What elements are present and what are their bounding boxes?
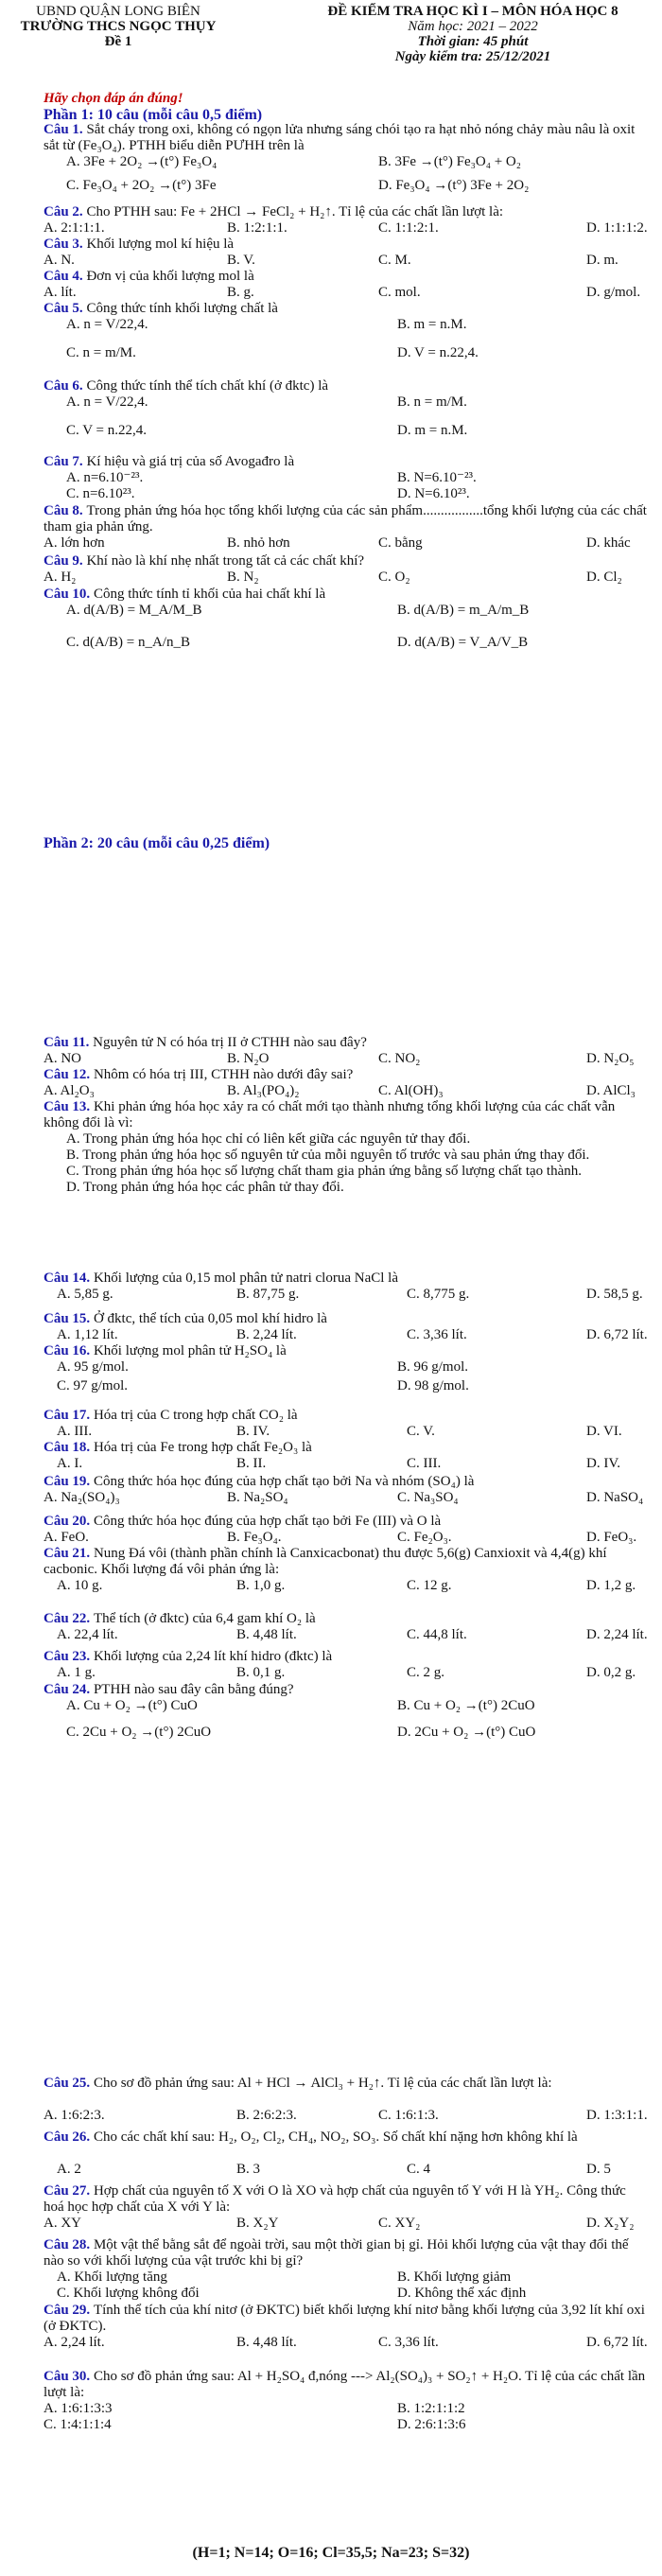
answer-option[interactable]: A. Na₂(SO₄)₃ xyxy=(44,1490,120,1505)
question-text: Khối lượng của 0,15 mol phân tử natri clorua NaCl là xyxy=(93,1270,398,1286)
answer-option[interactable]: A. 3Fe + 2O₂ →(t°) Fe₃O₄ xyxy=(66,154,218,169)
question-28 xyxy=(44,2237,649,2269)
question-number: Câu 19. xyxy=(44,1474,94,1489)
question-number: Câu 26. xyxy=(44,2129,94,2145)
question-text: Ở đktc, thể tích của 0,05 mol khí hidro là xyxy=(93,1311,327,1326)
answer-option[interactable]: D. 1,2 g. xyxy=(586,1578,636,1593)
question-25 xyxy=(44,2076,649,2092)
question-23 xyxy=(44,1649,649,1665)
answer-option[interactable]: A. XY xyxy=(44,2216,81,2231)
question-number: Câu 10. xyxy=(44,587,94,602)
answer-option[interactable]: A. n = V/22,4. xyxy=(66,394,148,410)
question-number: Câu 22. xyxy=(44,1611,94,1626)
answer-option[interactable]: D. AlCl₃ xyxy=(586,1083,636,1098)
answer-option[interactable]: D. Fe₃O₄ →(t°) 3Fe + 2O₂ xyxy=(378,178,530,193)
question-text: Hóa trị của Fe trong hợp chất Fe₂O₃ là xyxy=(93,1440,312,1455)
answer-option[interactable]: B. 87,75 g. xyxy=(236,1287,300,1302)
answer-option[interactable]: B. 0,1 g. xyxy=(236,1665,286,1680)
answer-option[interactable]: D. g/mol. xyxy=(586,285,641,300)
question-number: Câu 15. xyxy=(44,1311,94,1326)
question-12 xyxy=(44,1067,649,1083)
question-text: Nguyên tử N có hóa trị II ở CTHH nào sau đây? xyxy=(93,1035,367,1050)
answer-option[interactable]: A. 22,4 lít. xyxy=(57,1627,118,1642)
answer-option[interactable]: D. 58,5 g. xyxy=(586,1287,643,1302)
answer-option[interactable]: C. 97 g/mol. xyxy=(57,1378,129,1393)
question-text: Thể tích (ở đktc) của 6,4 gam khí O₂ là xyxy=(93,1611,316,1626)
answer-option[interactable]: A. Al₂O₃ xyxy=(44,1083,95,1098)
answer-option[interactable]: C. V. xyxy=(407,1424,435,1439)
answer-option[interactable]: A. lít. xyxy=(44,285,77,300)
question-number: Câu 7. xyxy=(44,454,87,469)
answer-option[interactable]: A. FeO. xyxy=(44,1530,89,1545)
question-number: Câu 21. xyxy=(44,1546,94,1561)
answer-option[interactable]: C. n=6.10²³. xyxy=(66,486,135,501)
answer-option[interactable]: D. VI. xyxy=(586,1424,622,1439)
answer-option[interactable]: A. 2:1:1:1. xyxy=(44,220,105,236)
question-29 xyxy=(44,2303,649,2335)
answer-option[interactable]: C. III. xyxy=(407,1456,442,1471)
question-number: Câu 28. xyxy=(44,2237,94,2252)
answer-option[interactable]: C. 2Cu + O₂ →(t°) 2CuO xyxy=(66,1725,212,1740)
answer-option[interactable]: A. Trong phản ứng hóa học chỉ có liên kết giữa các nguyên tử thay đổi. xyxy=(66,1131,471,1147)
question-number: Câu 18. xyxy=(44,1440,94,1455)
exam-title: ĐỀ KIỂM TRA HỌC KÌ I – MÔN HÓA HỌC 8 xyxy=(327,4,618,19)
answer-option[interactable]: D. N₂O₅ xyxy=(586,1051,635,1066)
answer-option[interactable]: D. 6,72 lít. xyxy=(586,2335,648,2350)
answer-option[interactable]: B. Cu + O₂ →(t°) 2CuO xyxy=(397,1698,535,1713)
answer-option[interactable]: D. d(A/B) = V_A/V_B xyxy=(397,635,529,650)
answer-option[interactable]: D. V = n.22,4. xyxy=(397,345,479,360)
question-number: Câu 3. xyxy=(44,237,87,252)
answer-option[interactable]: B. nhỏ hơn xyxy=(227,535,290,551)
duration: Thời gian: 45 phút xyxy=(417,34,529,49)
answer-option[interactable]: C. bằng xyxy=(378,535,423,551)
answer-option[interactable]: B. N₂O xyxy=(227,1051,270,1066)
answer-option[interactable]: B. 3 xyxy=(236,2162,261,2177)
question-14 xyxy=(44,1270,649,1287)
answer-option[interactable]: C. XY₂ xyxy=(378,2216,421,2231)
answer-option[interactable]: A. lớn hơn xyxy=(44,535,105,551)
question-text: Khi phản ứng hóa học xảy ra có chất mới tạo thành nhưng tổng khối lượng của các chất vẫn không đổi là vì: xyxy=(44,1099,616,1130)
question-number: Câu 4. xyxy=(44,269,87,284)
answer-option[interactable]: B. 96 g/mol. xyxy=(397,1359,469,1375)
answer-option[interactable]: C. Trong phản ứng hóa học số lượng chất tham gia phản ứng bằng số lượng chất tạo thành. xyxy=(66,1164,582,1179)
answer-option[interactable]: A. 1:6:1:3:3 xyxy=(44,2401,113,2416)
school-year: Năm học: 2021 – 2022 xyxy=(408,19,538,34)
question-text: Đơn vị của khối lượng mol là xyxy=(86,269,254,284)
answer-option[interactable]: D. 2,24 lít. xyxy=(586,1627,648,1642)
answer-option[interactable]: C. 8,775 g. xyxy=(407,1287,470,1302)
answer-option[interactable]: D. IV. xyxy=(586,1456,620,1471)
question-21 xyxy=(44,1546,649,1578)
question-text: Nhôm có hóa trị III, CTHH nào dưới đây sai? xyxy=(93,1067,354,1082)
question-number: Câu 30. xyxy=(44,2369,94,2384)
question-text: Khối lượng mol kí hiệu là xyxy=(86,237,235,252)
answer-option[interactable]: B. N₂ xyxy=(227,570,259,585)
question-text: Cho PTHH sau: Fe + 2HCl → FeCl₂ + H₂↑. Tỉ lệ của các chất lần lượt là: xyxy=(86,204,504,219)
question-10 xyxy=(44,587,649,603)
question-text: Nung Đá vôi (thành phần chính là Canxicacbonat) thu được 5,6(g) Canxioxit và 4,4(g) khí cacbonic. Khối lượng đá vôi phản ứng là: xyxy=(44,1546,607,1577)
question-number: Câu 8. xyxy=(44,503,87,518)
question-text: Công thức tính tỉ khối của hai chất khí là xyxy=(93,587,326,602)
question-1 xyxy=(44,122,649,154)
question-27 xyxy=(44,2183,649,2216)
answer-option[interactable]: A. III. xyxy=(57,1424,93,1439)
question-number: Câu 14. xyxy=(44,1270,94,1286)
question-number: Câu 16. xyxy=(44,1343,94,1358)
exam-header xyxy=(284,4,662,64)
answer-option[interactable]: D. FeO₃. xyxy=(586,1530,637,1545)
answer-option[interactable]: C. Fe₂O₃. xyxy=(397,1530,452,1545)
question-26 xyxy=(44,2129,649,2146)
answer-option[interactable]: A. n = V/22,4. xyxy=(66,317,148,332)
answer-option[interactable]: A. 95 g/mol. xyxy=(57,1359,129,1375)
atomic-masses: (H=1; N=14; O=16; Cl=35,5; Na=23; S=32) xyxy=(192,2545,470,2561)
question-13 xyxy=(44,1099,649,1131)
school-name: TRƯỜNG THCS NGỌC THỤY xyxy=(20,19,217,34)
answer-option[interactable]: B. IV. xyxy=(236,1424,270,1439)
answer-option[interactable]: A. H₂ xyxy=(44,570,77,585)
answer-option[interactable]: D. 6,72 lít. xyxy=(586,1327,648,1342)
answer-option[interactable]: D. X₂Y₂ xyxy=(586,2216,635,2231)
question-8 xyxy=(44,503,649,535)
answer-option[interactable]: C. 4 xyxy=(407,2162,431,2177)
question-number: Câu 20. xyxy=(44,1514,94,1529)
answer-option[interactable]: D. khác xyxy=(586,535,631,551)
question-text: Khối lượng mol phân tử H₂SO₄ là xyxy=(93,1343,287,1358)
question-number: Câu 25. xyxy=(44,2076,94,2091)
question-9 xyxy=(44,553,649,570)
answer-option[interactable]: A. N. xyxy=(44,253,75,268)
question-number: Câu 13. xyxy=(44,1099,94,1114)
answer-option[interactable]: D. N=6.10²³. xyxy=(397,486,470,501)
question-number: Câu 1. xyxy=(44,122,87,137)
question-17 xyxy=(44,1408,649,1424)
answer-option[interactable]: C. 1:6:1:3. xyxy=(378,2108,439,2123)
question-7 xyxy=(44,454,649,470)
answer-option[interactable]: D. 2:6:1:3:6 xyxy=(397,2417,466,2432)
question-text: Một vật thể bằng sắt để ngoài trời, sau một thời gian bị gỉ. Hỏi khối lượng của vật thay đổi thế nào so với khối lượng của vật trước khi bị gỉ? xyxy=(44,2237,629,2269)
exam-code: Đề 1 xyxy=(104,34,132,49)
answer-option[interactable]: C. 12 g. xyxy=(407,1578,452,1593)
answer-option[interactable]: B. V. xyxy=(227,253,255,268)
answer-option[interactable]: D. 1:1:1:2. xyxy=(586,220,648,236)
answer-option[interactable]: C. 3,36 lít. xyxy=(407,1327,467,1342)
question-text: Tính thể tích của khí nitơ (ở ĐKTC) biết khối lượng khí nitơ bằng khối lượng của 3,92 lít khí oxi (ở ĐKTC). xyxy=(44,2303,645,2334)
answer-option[interactable]: C. 3,36 lít. xyxy=(378,2335,439,2350)
answer-option[interactable]: C. M. xyxy=(378,253,411,268)
part-1-title: Phần 1: 10 câu (mỗi câu 0,5 điểm) xyxy=(44,107,263,123)
answer-option[interactable]: B. Khối lượng giảm xyxy=(397,2269,512,2285)
answer-option[interactable]: A. 1:6:2:3. xyxy=(44,2108,105,2123)
question-text: Hợp chất của nguyên tố X với O là XO và hợp chất của nguyên tố Y với H là YH₂. Công thức hoá học hợp chất của X với Y là: xyxy=(44,2183,626,2215)
question-number: Câu 17. xyxy=(44,1408,94,1423)
answer-option[interactable]: C. 2 g. xyxy=(407,1665,445,1680)
answer-option[interactable]: C. 1:1:2:1. xyxy=(378,220,439,236)
exam-date: Ngày kiểm tra: 25/12/2021 xyxy=(394,49,551,64)
answer-option[interactable]: A. I. xyxy=(57,1456,83,1471)
question-text: Công thức hóa học đúng của hợp chất tạo bởi Na và nhóm (SO₄) là xyxy=(93,1474,475,1489)
question-20 xyxy=(44,1514,649,1530)
answer-option[interactable]: B. m = n.M. xyxy=(397,317,467,332)
answer-option[interactable]: D. m. xyxy=(586,253,618,268)
instruction: Hãy chọn đáp án đúng! xyxy=(44,91,183,106)
answer-option[interactable]: C. Fe₃O₄ + 2O₂ →(t°) 3Fe xyxy=(66,178,217,193)
question-text: Cho các chất khí sau: H₂, O₂, Cl₂, CH₄, NO₂, SO₃. Số chất khí nặng hơn không khí là xyxy=(93,2129,578,2145)
question-18 xyxy=(44,1440,649,1456)
answer-option[interactable]: A. Khối lượng tăng xyxy=(57,2269,167,2285)
question-number: Câu 2. xyxy=(44,204,87,219)
answer-option[interactable]: C. NO₂ xyxy=(378,1051,421,1066)
answer-option[interactable]: A. Cu + O₂ →(t°) CuO xyxy=(66,1698,198,1713)
answer-option[interactable]: B. 4,48 lít. xyxy=(236,2335,297,2350)
answer-option[interactable]: B. 2:6:2:3. xyxy=(236,2108,297,2123)
question-number: Câu 6. xyxy=(44,378,87,394)
answer-option[interactable]: C. Na₃SO₄ xyxy=(397,1490,459,1505)
question-text: Công thức hóa học đúng của hợp chất tạo bởi Fe (III) và O là xyxy=(93,1514,442,1529)
question-number: Câu 23. xyxy=(44,1649,94,1664)
question-text: Sắt cháy trong oxi, không có ngọn lửa nhưng sáng chói tạo ra hạt nhỏ nóng chảy màu nâu là oxit sắt từ (Fe₃O₄). PTHH biểu diễn PƯHH trên là xyxy=(44,122,636,153)
answer-option[interactable]: C. 44,8 lít. xyxy=(407,1627,467,1642)
answer-option[interactable]: C. 1:4:1:1:4 xyxy=(44,2417,112,2432)
question-text: PTHH nào sau đây cân bằng đúng? xyxy=(93,1682,294,1697)
answer-option[interactable]: D. 5 xyxy=(586,2162,611,2177)
question-19 xyxy=(44,1474,649,1490)
question-number: Câu 5. xyxy=(44,301,87,316)
answer-option[interactable]: C. Al(OH)₃ xyxy=(378,1083,444,1098)
question-number: Câu 12. xyxy=(44,1067,94,1082)
answer-option[interactable]: D. m = n.M. xyxy=(397,423,468,438)
question-text: Công thức tính thể tích chất khí (ở đktc) là xyxy=(86,378,329,394)
answer-option[interactable]: A. 5,85 g. xyxy=(57,1287,113,1302)
question-text: Khối lượng của 2,24 lít khí hidro (đktc) là xyxy=(93,1649,333,1664)
question-number: Câu 29. xyxy=(44,2303,94,2318)
answer-option[interactable]: B. Al₃(PO₄)₂ xyxy=(227,1083,300,1098)
answer-option[interactable]: A. 2,24 lít. xyxy=(44,2335,105,2350)
question-text: Cho sơ đồ phản ứng sau: Al + HCl → AlCl₃ + H₂↑. Tỉ lệ của các chất lần lượt là: xyxy=(93,2076,552,2091)
answer-option[interactable]: D. 1:3:1:1. xyxy=(586,2108,648,2123)
school-header xyxy=(0,4,236,49)
answer-option[interactable]: B. n = m/M. xyxy=(397,394,467,410)
question-2 xyxy=(44,204,649,220)
question-text: Cho sơ đồ phản ứng sau: Al + H₂SO₄ đ,nóng ---> Al₂(SO₄)₃ + SO₂↑ + H₂O. Tỉ lệ của các chất lần lượt là: xyxy=(44,2369,646,2400)
question-6 xyxy=(44,378,649,394)
answer-option[interactable]: B. g. xyxy=(227,285,254,300)
question-text: Hóa trị của C trong hợp chất CO₂ là xyxy=(93,1408,298,1423)
answer-option[interactable]: B. 1,0 g. xyxy=(236,1578,286,1593)
answer-option[interactable]: B. II. xyxy=(236,1456,267,1471)
district-name: UBND QUẬN LONG BIÊN xyxy=(36,4,200,19)
answer-option[interactable]: A. 2 xyxy=(57,2162,81,2177)
question-11 xyxy=(44,1035,649,1051)
answer-option[interactable]: C. Khối lượng không đổi xyxy=(57,2286,200,2301)
question-number: Câu 24. xyxy=(44,1682,94,1697)
answer-option[interactable]: D. 2Cu + O₂ →(t°) CuO xyxy=(397,1725,536,1740)
answer-option[interactable]: C. O₂ xyxy=(378,570,410,585)
part-2-title: Phần 2: 20 câu (mỗi câu 0,25 điểm) xyxy=(44,835,270,851)
answer-option[interactable]: B. X₂Y xyxy=(236,2216,279,2231)
question-number: Câu 9. xyxy=(44,553,87,569)
answer-option[interactable]: B. 4,48 lít. xyxy=(236,1627,297,1642)
question-text: Kí hiệu và giá trị của số Avogađro là xyxy=(86,454,295,469)
answer-option[interactable]: B. N=6.10⁻²³. xyxy=(397,470,477,485)
question-22 xyxy=(44,1611,649,1627)
answer-option[interactable]: D. Trong phản ứng hóa học các phân tử thay đổi. xyxy=(66,1180,344,1195)
answer-option[interactable]: B. 3Fe →(t°) Fe₃O₄ + O₂ xyxy=(378,154,521,169)
question-text: Trong phản ứng hóa học tổng khối lượng của các sản phẩm.................tổng khối lượng của các chất tham gia phản ứng. xyxy=(44,503,647,534)
question-5 xyxy=(44,301,649,317)
question-4 xyxy=(44,269,649,285)
answer-option[interactable]: A. 10 g. xyxy=(57,1578,103,1593)
answer-option[interactable]: C. n = m/M. xyxy=(66,345,136,360)
answer-option[interactable]: D. 0,2 g. xyxy=(586,1665,636,1680)
question-24 xyxy=(44,1682,649,1698)
answer-option[interactable]: C. V = n.22,4. xyxy=(66,423,148,438)
question-text: Công thức tính khối lượng chất là xyxy=(86,301,278,316)
answer-option[interactable]: D. 98 g/mol. xyxy=(397,1378,469,1393)
question-number: Câu 27. xyxy=(44,2183,94,2199)
answer-option[interactable]: B. 1:2:1:1:2 xyxy=(397,2401,465,2416)
answer-option[interactable]: B. Na₂SO₄ xyxy=(227,1490,288,1505)
answer-option[interactable]: B. 1:2:1:1. xyxy=(227,220,287,236)
answer-option[interactable]: B. Trong phản ứng hóa học số nguyên tử của mỗi nguyên tố trước và sau phản ứng thay đổi. xyxy=(66,1148,590,1163)
question-15 xyxy=(44,1311,649,1327)
answer-option[interactable]: A. d(A/B) = M_A/M_B xyxy=(66,603,202,618)
answer-option[interactable]: A. NO xyxy=(44,1051,81,1066)
answer-option[interactable]: B. d(A/B) = m_A/m_B xyxy=(397,603,530,618)
answer-option[interactable]: D. Cl₂ xyxy=(586,570,622,585)
question-text: Khí nào là khí nhẹ nhất trong tất cả các chất khí? xyxy=(86,553,365,569)
question-number: Câu 11. xyxy=(44,1035,94,1050)
answer-option[interactable]: A. 1,12 lít. xyxy=(57,1327,118,1342)
answer-option[interactable]: C. d(A/B) = n_A/n_B xyxy=(66,635,190,650)
answer-option[interactable]: D. Không thể xác định xyxy=(397,2286,527,2301)
answer-option[interactable]: A. 1 g. xyxy=(57,1665,96,1680)
question-3 xyxy=(44,237,649,253)
answer-option[interactable]: B. Fe₃O₄. xyxy=(227,1530,282,1545)
answer-option[interactable]: C. mol. xyxy=(378,285,421,300)
answer-option[interactable]: B. 2,24 lít. xyxy=(236,1327,297,1342)
question-16 xyxy=(44,1343,649,1359)
answer-option[interactable]: D. NaSO₄ xyxy=(586,1490,644,1505)
answer-option[interactable]: A. n=6.10⁻²³. xyxy=(66,470,144,485)
question-30 xyxy=(44,2369,649,2401)
